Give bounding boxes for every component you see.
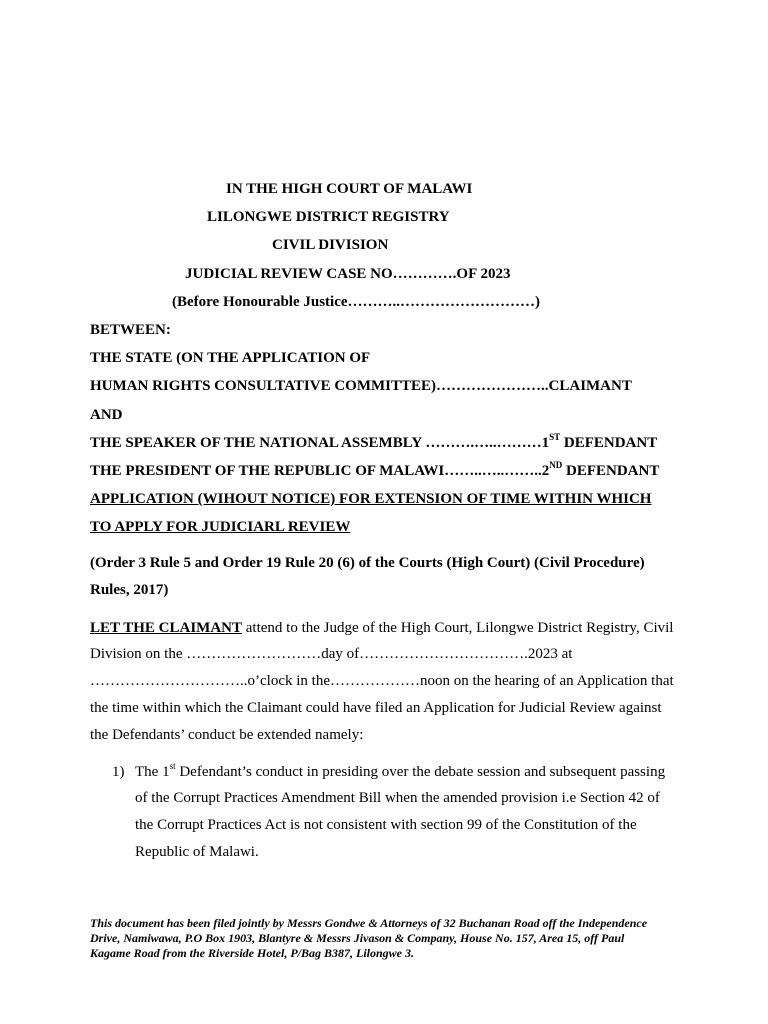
application-title-2: TO APPLY FOR JUDICIARL REVIEW xyxy=(90,519,351,535)
second-defendant-line xyxy=(90,462,659,480)
second-defendant-label: DEFENDANT xyxy=(562,463,660,479)
item-1-line-1 xyxy=(135,763,665,781)
item-1-post: Defendant’s conduct in presiding over the debate session and subsequent passing xyxy=(175,764,666,780)
justice-line: (Before Honourable Justice………..………………………) xyxy=(172,294,541,310)
claimant-line-2: HUMAN RIGHTS CONSULTATIVE COMMITTEE)…………………..CLAIMANT xyxy=(90,378,632,394)
body-line-2: Division on the ………………………day of…………………………….2023 at xyxy=(90,646,573,662)
body-line-3: …………………………..o’clock in the………………noon on the hearing of an Application that xyxy=(90,673,674,689)
filing-footer xyxy=(90,916,690,961)
body-line-1 xyxy=(90,619,673,637)
body-line-5: the Defendants’ conduct be extended namely: xyxy=(90,727,364,743)
item-1-number: 1) xyxy=(112,764,125,780)
item-1-sup: st xyxy=(169,761,176,771)
first-defendant-line xyxy=(90,434,657,452)
second-defendant-sup: ND xyxy=(549,460,563,470)
footer-line-1: This document has been filed jointly by Messrs Gondwe & Attorneys of 32 Buchanan Road off the Independence xyxy=(90,916,648,930)
and-label: AND xyxy=(90,407,123,423)
let-the-claimant: LET THE CLAIMANT xyxy=(90,620,242,636)
first-defendant-label: DEFENDANT xyxy=(560,435,658,451)
item-1-line-2: of the Corrupt Practices Amendment Bill when the amended provision i.e Section 42 of xyxy=(135,790,660,806)
item-1-pre: The 1 xyxy=(135,764,170,780)
body-line-1-rest: attend to the Judge of the High Court, Lilongwe District Registry, Civil xyxy=(242,620,674,636)
division-title: CIVIL DIVISION xyxy=(272,237,389,253)
first-defendant-sup: ST xyxy=(549,432,561,442)
first-defendant-text: THE SPEAKER OF THE NATIONAL ASSEMBLY ……….…..………1 xyxy=(90,435,550,451)
case-number: JUDICIAL REVIEW CASE NO………….OF 2023 xyxy=(185,266,511,282)
footer-line-2: Drive, Namiwawa, P.O Box 1903, Blantyre & Messrs Jivason & Company, House No. 157, Area 15, off Paul xyxy=(90,931,625,945)
between-label: BETWEEN: xyxy=(90,322,171,338)
footer-line-3: Kagame Road from the Riverside Hotel, P/Bag B387, Lilongwe 3. xyxy=(90,946,414,960)
second-defendant-text: THE PRESIDENT OF THE REPUBLIC OF MALAWI……..…..……..2 xyxy=(90,463,550,479)
item-1-line-4: Republic of Malawi. xyxy=(135,844,259,860)
claimant-line-1: THE STATE (ON THE APPLICATION OF xyxy=(90,350,371,366)
court-title: IN THE HIGH COURT OF MALAWI xyxy=(226,181,473,197)
registry-title: LILONGWE DISTRICT REGISTRY xyxy=(207,209,450,225)
application-title-1: APPLICATION (WIHOUT NOTICE) FOR EXTENSION OF TIME WITHIN WHICH xyxy=(90,491,652,507)
order-reference-1: (Order 3 Rule 5 and Order 19 Rule 20 (6) of the Courts (High Court) (Civil Procedure) xyxy=(90,555,645,571)
body-line-4: the time within which the Claimant could have filed an Application for Judicial Review against xyxy=(90,700,662,716)
item-1-line-3: the Corrupt Practices Act is not consistent with section 99 of the Constitution of the xyxy=(135,817,637,833)
order-reference-2: Rules, 2017) xyxy=(90,582,169,598)
